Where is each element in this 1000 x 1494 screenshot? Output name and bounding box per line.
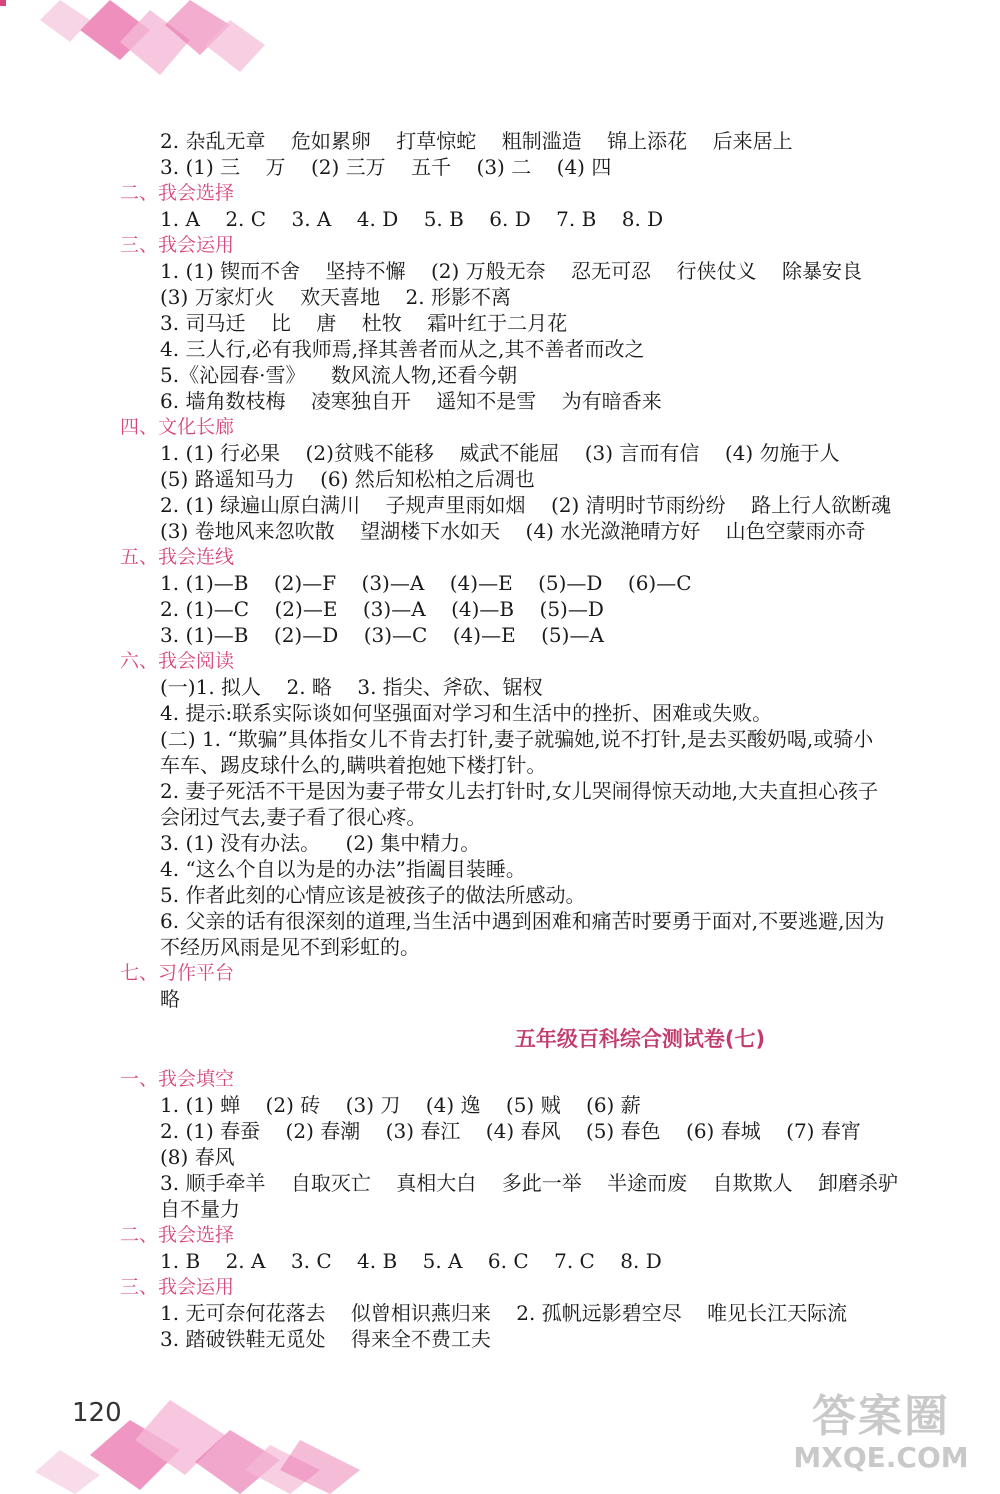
section-heading: 三、我会运用 <box>120 1276 235 1298</box>
answer-line: 自不量力 <box>160 1197 240 1221</box>
pink-diamond-decoration-top <box>0 0 300 90</box>
answer-line: 1. (1) 锲而不舍 坚持不懈 (2) 万般无奈 忍无可忍 行侠仗义 除暴安良 <box>160 259 862 283</box>
watermark-logo-text: 答案圈 <box>812 1391 950 1442</box>
answer-line: 6. 父亲的话有很深刻的道理,当生活中遇到困难和痛苦时要勇于面对,不要逃避,因为 <box>160 909 885 933</box>
section-heading: 一、我会填空 <box>120 1068 235 1090</box>
answer-line: (二) 1. “欺骗”具体指女儿不肯去打针,妻子就骗她,说不打针,是去买酸奶喝,或骑小 <box>160 727 874 751</box>
answer-line: 4. 提示:联系实际谈如何坚强面对学习和生活中的挫折、困难或失败。 <box>160 701 773 725</box>
answer-line: 2. 妻子死活不干是因为妻子带女儿去打针时,女儿哭闹得惊天动地,大夫直担心孩子 <box>160 779 879 803</box>
watermark-logo <box>776 1392 986 1482</box>
answer-line: 车车、踢皮球什么的,瞒哄着抱她下楼打针。 <box>160 753 547 777</box>
answer-line: 2. (1) 绿遍山原白满川 子规声里雨如烟 (2) 清明时节雨纷纷 路上行人欲断魂 <box>160 493 892 517</box>
section-heading: 七、习作平台 <box>120 962 235 984</box>
answer-line: (8) 春风 <box>160 1145 235 1169</box>
answer-line: 3. (1) 三 万 (2) 三万 五千 (3) 二 (4) 四 <box>160 155 612 179</box>
answer-line: 1. A 2. C 3. A 4. D 5. B 6. D 7. B 8. D <box>160 207 664 231</box>
answer-line: 2. 杂乱无章 危如累卵 打草惊蛇 粗制滥造 锦上添花 后来居上 <box>160 129 793 153</box>
answer-section-part2 <box>120 1066 950 1352</box>
page-number: 120 <box>72 1398 122 1428</box>
answer-key-content <box>120 128 950 1352</box>
answer-line: 3. 司马迁 比 唐 杜牧 霜叶红于二月花 <box>160 311 568 335</box>
answer-line: 4. “这么个自以为是的办法”指阖目装睡。 <box>160 857 526 881</box>
answer-line: 3. (1) 没有办法。 (2) 集中精力。 <box>160 831 481 855</box>
answer-line: 1. (1)—B (2)—F (3)—A (4)—E (5)—D (6)—C <box>160 571 692 595</box>
section-heading: 三、我会运用 <box>120 234 235 256</box>
section-heading: 二、我会选择 <box>120 182 235 204</box>
answer-line: (3) 卷地风来忽吹散 望湖楼下水如天 (4) 水光潋滟晴方好 山色空蒙雨亦奇 <box>160 519 866 543</box>
answer-line: 4. 三人行,必有我师焉,择其善者而从之,其不善者而改之 <box>160 337 645 361</box>
section-heading: 六、我会阅读 <box>120 650 235 672</box>
answer-line: 会闭过气去,妻子看了很心疼。 <box>160 805 427 829</box>
answer-line: 2. (1)—C (2)—E (3)—A (4)—B (5)—D <box>160 597 604 621</box>
section-heading: 五、我会连线 <box>120 546 235 568</box>
answer-line: (一)1. 拟人 2. 略 3. 指尖、斧砍、锯杈 <box>160 675 543 699</box>
answer-line: 3. (1)—B (2)—D (3)—C (4)—E (5)—A <box>160 623 604 647</box>
answer-line: 不经历风雨是见不到彩虹的。 <box>160 935 420 959</box>
section-title: 五年级百科综合测试卷(七) <box>514 1027 766 1051</box>
answer-line: 2. (1) 春蚕 (2) 春潮 (3) 春江 (4) 春风 (5) 春色 (6) 春城 (7) 春宵 <box>160 1119 861 1143</box>
answer-line: 6. 墙角数枝梅 凌寒独自开 遥知不是雪 为有暗香来 <box>160 389 662 413</box>
answer-line: 1. (1) 蝉 (2) 砖 (3) 刀 (4) 逸 (5) 贼 (6) 薪 <box>160 1093 641 1117</box>
watermark-site-text: MXQE.COM <box>793 1441 969 1474</box>
section-heading: 二、我会选择 <box>120 1224 235 1246</box>
answer-line: 1. 无可奈何花落去 似曾相识燕归来 2. 孤帆远影碧空尽 唯见长江天际流 <box>160 1301 848 1325</box>
answer-section-part1 <box>120 128 950 1012</box>
answer-line: (5) 路遥知马力 (6) 然后知松柏之后凋也 <box>160 467 535 491</box>
answer-line: (3) 万家灯火 欢天喜地 2. 形影不离 <box>160 285 511 309</box>
answer-line: 3. 顺手牵羊 自取灭亡 真相大白 多此一举 半途而废 自欺欺人 卸磨杀驴 <box>160 1171 899 1195</box>
answer-line: 略 <box>160 987 180 1011</box>
answer-line: 1. B 2. A 3. C 4. B 5. A 6. C 7. C 8. D <box>160 1249 662 1273</box>
answer-line: 5.《沁园春·雪》 数风流人物,还看今朝 <box>160 363 518 387</box>
answer-line: 3. 踏破铁鞋无觅处 得来全不费工夫 <box>160 1327 491 1351</box>
section-heading: 四、文化长廊 <box>120 416 235 438</box>
answer-line: 1. (1) 行必果 (2)贫贱不能移 威武不能屈 (3) 言而有信 (4) 勿施于人 <box>160 441 840 465</box>
answer-line: 5. 作者此刻的心情应该是被孩子的做法所感动。 <box>160 883 586 907</box>
